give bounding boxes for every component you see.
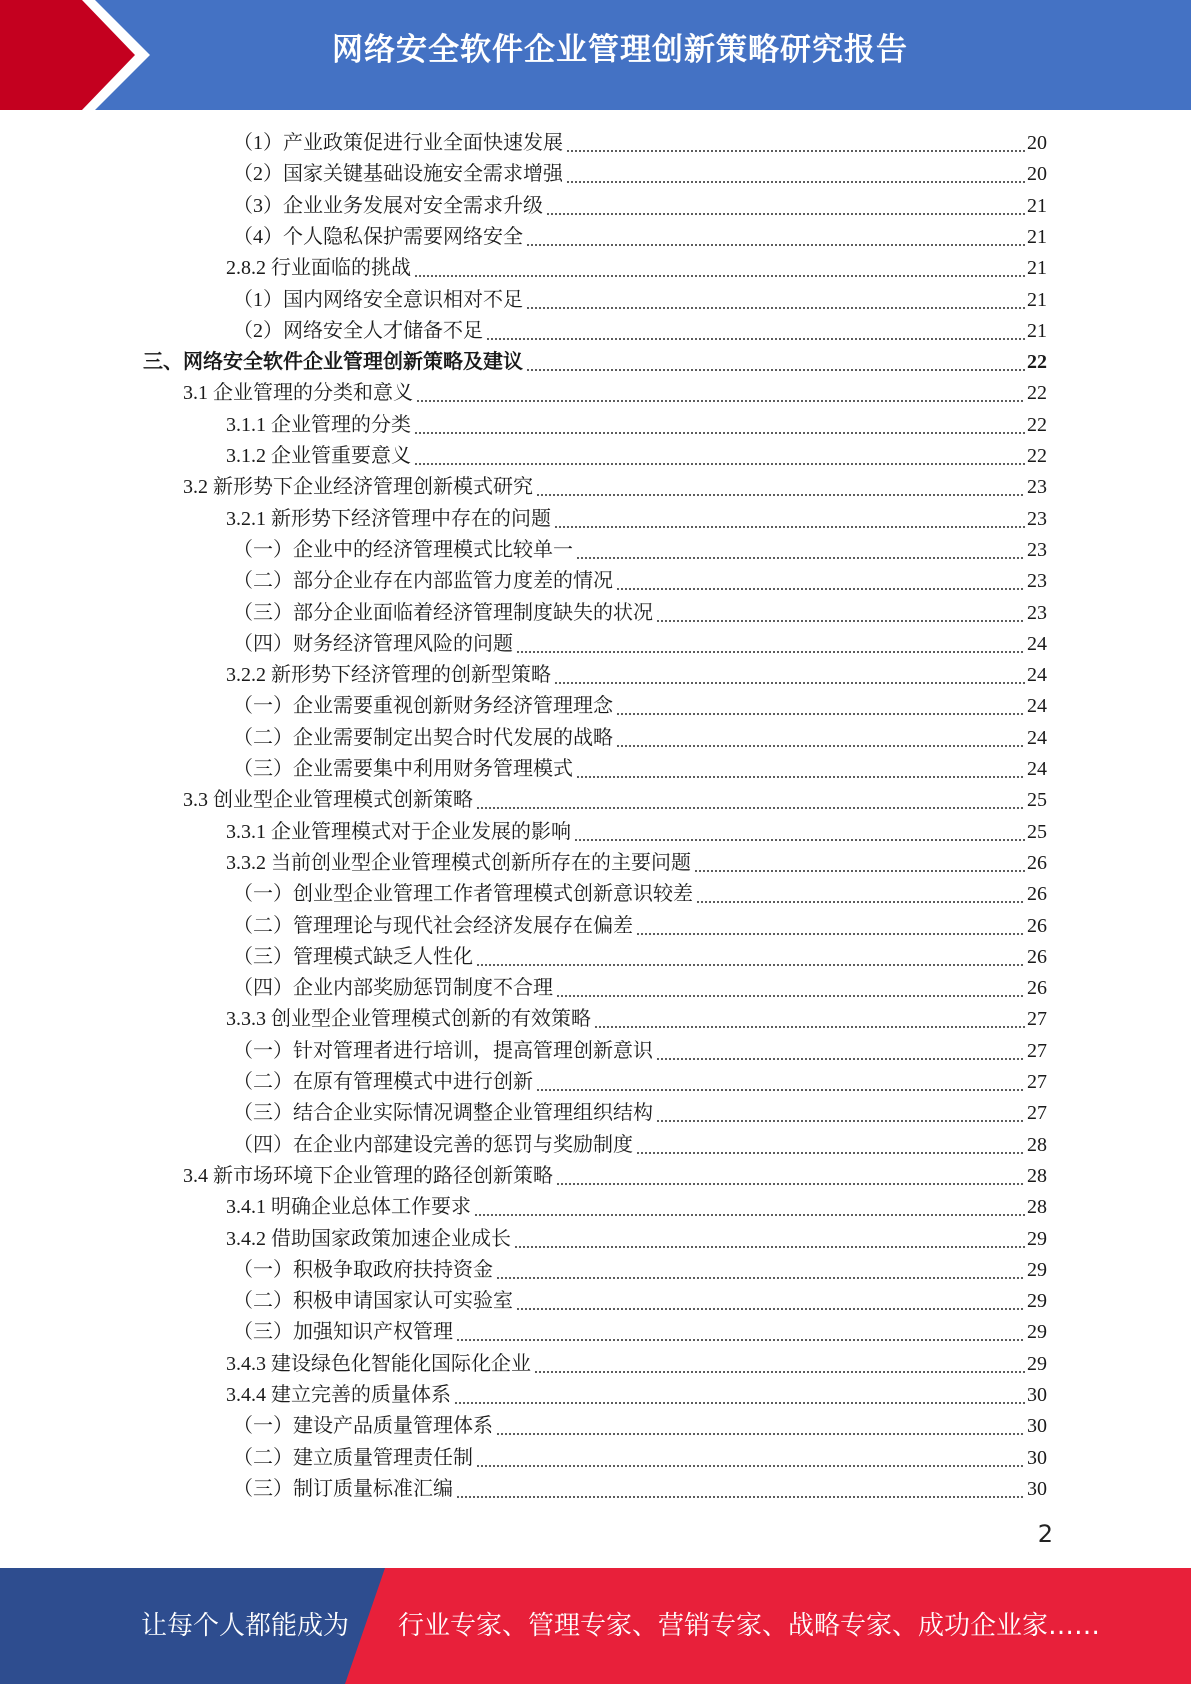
toc-entry[interactable] [233,1098,1047,1129]
toc-entry[interactable] [226,1004,1047,1035]
toc-dot-leader [576,776,1025,778]
toc-entry-title: 3.3 创业型企业管理模式创新策略 [183,789,473,811]
toc-dot-leader [414,432,1025,434]
toc-entry[interactable] [233,1443,1047,1474]
toc-dot-leader [594,1026,1025,1028]
toc-entry-page: 27 [1027,1102,1047,1124]
toc-entry[interactable] [233,911,1047,942]
toc-dot-leader [454,1402,1025,1404]
toc-entry-title: 3.3.2 当前创业型企业管理模式创新所存在的主要问题 [226,852,691,874]
toc-dot-leader [566,150,1025,152]
toc-entry-page: 23 [1027,570,1047,592]
toc-entry[interactable] [233,316,1047,347]
toc-entry-title: （一）针对管理者进行培训，提高管理创新意识 [233,1040,653,1062]
toc-entry-title: （二）在原有管理模式中进行创新 [233,1071,533,1093]
toc-entry[interactable] [233,285,1047,316]
toc-entry[interactable] [226,1349,1047,1380]
toc-entry-page: 30 [1027,1447,1047,1469]
footer-slogan-right: 行业专家、管理专家、营销专家、战略专家、成功企业家…… [398,1611,1101,1641]
toc-entry-page: 23 [1027,602,1047,624]
toc-entry[interactable] [233,1130,1047,1161]
toc-entry-title: 3.2.2 新形势下经济管理的创新型策略 [226,664,551,686]
toc-dot-leader [536,494,1025,496]
toc-entry-page: 24 [1027,695,1047,717]
toc-entry-page: 27 [1027,1071,1047,1093]
toc-entry[interactable] [233,1255,1047,1286]
toc-entry[interactable] [183,472,1047,503]
toc-dot-leader [416,400,1025,402]
toc-dot-leader [616,713,1025,715]
toc-entry-page: 26 [1027,946,1047,968]
toc-entry[interactable] [226,848,1047,879]
toc-dot-leader [556,1183,1025,1185]
report-title: 网络安全软件企业管理创新策略研究报告 [332,32,908,68]
toc-dot-leader [556,995,1025,997]
toc-entry-title: 3.4.4 建立完善的质量体系 [226,1384,451,1406]
toc-dot-leader [516,1308,1025,1310]
toc-entry-title: （一）积极争取政府扶持资金 [233,1259,493,1281]
toc-entry-title: 3.1.2 企业管重要意义 [226,445,411,467]
toc-entry-title: 3.1.1 企业管理的分类 [226,414,411,436]
toc-entry-title: （4）个人隐私保护需要网络安全 [233,226,523,248]
toc-dot-leader [636,933,1025,935]
toc-dot-leader [414,463,1025,465]
toc-entry-page: 21 [1027,226,1047,248]
toc-entry[interactable] [226,1380,1047,1411]
toc-entry[interactable] [233,1411,1047,1442]
toc-entry-page: 30 [1027,1384,1047,1406]
toc-entry[interactable] [233,1286,1047,1317]
toc-entry-title: 3.3.3 创业型企业管理模式创新的有效策略 [226,1008,591,1030]
toc-entry[interactable] [233,942,1047,973]
toc-dot-leader [546,213,1025,215]
toc-entry-page: 23 [1027,508,1047,530]
toc-entry[interactable] [233,1067,1047,1098]
toc-dot-leader [636,1152,1025,1154]
toc-dot-leader [414,275,1025,277]
toc-entry[interactable] [233,535,1047,566]
toc-entry[interactable] [226,410,1047,441]
toc-dot-leader [526,244,1025,246]
toc-entry-title: （三）制订质量标准汇编 [233,1478,453,1500]
red-arrow-shape [0,0,160,110]
toc-entry-title: （三）管理模式缺乏人性化 [233,946,473,968]
footer-banner [0,1568,1191,1684]
toc-entry-page: 25 [1027,821,1047,843]
toc-entry-page: 22 [1027,351,1047,373]
header-banner [0,0,1191,110]
toc-entry-page: 29 [1027,1353,1047,1375]
toc-entry-page: 24 [1027,633,1047,655]
toc-entry-page: 20 [1027,163,1047,185]
toc-dot-leader [554,526,1025,528]
toc-entry-title: （一）创业型企业管理工作者管理模式创新意识较差 [233,883,693,905]
toc-entry-title: 3.4.1 明确企业总体工作要求 [226,1196,471,1218]
toc-entry-title: 3.3.1 企业管理模式对于企业发展的影响 [226,821,571,843]
toc-entry-title: 3.1 企业管理的分类和意义 [183,382,413,404]
toc-entry-title: （二）企业需要制定出契合时代发展的战略 [233,727,613,749]
toc-entry-page: 28 [1027,1134,1047,1156]
toc-entry[interactable] [226,817,1047,848]
toc-entry-title: （二）管理理论与现代社会经济发展存在偏差 [233,915,633,937]
toc-entry[interactable] [226,504,1047,535]
toc-entry-title: 2.8.2 行业面临的挑战 [226,257,411,279]
toc-entry-title: （2）网络安全人才储备不足 [233,320,483,342]
toc-entry[interactable] [226,1224,1047,1255]
toc-entry-title: （二）部分企业存在内部监管力度差的情况 [233,570,613,592]
toc-entry-page: 21 [1027,320,1047,342]
toc-dot-leader [456,1496,1025,1498]
toc-entry-page: 26 [1027,915,1047,937]
toc-entry-title: （四）财务经济管理风险的问题 [233,633,513,655]
toc-entry-title: （一）企业需要重视创新财务经济管理理念 [233,695,613,717]
toc-entry-page: 22 [1027,382,1047,404]
toc-entry[interactable] [233,159,1047,190]
toc-entry-title: （一）企业中的经济管理模式比较单一 [233,539,573,561]
toc-entry[interactable] [233,879,1047,910]
toc-entry-title: 3.2 新形势下企业经济管理创新模式研究 [183,476,533,498]
toc-entry-page: 24 [1027,727,1047,749]
toc-dot-leader [656,620,1025,622]
toc-entry-title: （二）建立质量管理责任制 [233,1447,473,1469]
toc-dot-leader [474,1214,1025,1216]
toc-entry-page: 22 [1027,414,1047,436]
toc-entry[interactable] [226,660,1047,691]
toc-entry-page: 21 [1027,289,1047,311]
toc-dot-leader [616,745,1025,747]
toc-entry-page: 27 [1027,1008,1047,1030]
toc-entry[interactable] [226,253,1047,284]
toc-entry[interactable] [233,598,1047,629]
toc-entry[interactable] [233,128,1047,159]
toc-dot-leader [486,338,1025,340]
toc-entry-page: 26 [1027,852,1047,874]
toc-entry-page: 20 [1027,132,1047,154]
toc-entry-title: （四）企业内部奖励惩罚制度不合理 [233,977,553,999]
toc-entry[interactable] [183,1161,1047,1192]
toc-entry-title: 3.4 新市场环境下企业管理的路径创新策略 [183,1165,553,1187]
toc-entry-title: 3.4.2 借助国家政策加速企业成长 [226,1228,511,1250]
toc-dot-leader [456,1339,1025,1341]
footer-slogan-left: 让每个人都能成为 [141,1611,350,1641]
toc-dot-leader [694,870,1025,872]
toc-entry[interactable] [226,1192,1047,1223]
toc-entry[interactable] [233,1474,1047,1505]
toc-entry-page: 27 [1027,1040,1047,1062]
toc-dot-leader [576,557,1025,559]
toc-entry-title: 3.4.3 建设绿色化智能化国际化企业 [226,1353,531,1375]
toc-entry[interactable] [233,754,1047,785]
toc-dot-leader [496,1433,1025,1435]
toc-entry-title: 三、网络安全软件企业管理创新策略及建议 [143,351,523,373]
toc-dot-leader [656,1058,1025,1060]
toc-entry-page: 22 [1027,445,1047,467]
toc-entry-title: （三）企业需要集中利用财务管理模式 [233,758,573,780]
toc-entry-page: 29 [1027,1290,1047,1312]
toc-entry[interactable] [233,973,1047,1004]
toc-dot-leader [476,1465,1025,1467]
toc-dot-leader [574,839,1025,841]
toc-entry-title: （三）结合企业实际情况调整企业管理组织结构 [233,1102,653,1124]
toc-entry-page: 28 [1027,1165,1047,1187]
toc-entry-title: （3）企业业务发展对安全需求升级 [233,195,543,217]
toc-entry-page: 26 [1027,977,1047,999]
toc-dot-leader [476,964,1025,966]
toc-entry-title: 3.2.1 新形势下经济管理中存在的问题 [226,508,551,530]
toc-entry[interactable] [226,441,1047,472]
toc-entry[interactable] [233,691,1047,722]
toc-entry[interactable] [183,785,1047,816]
toc-entry-page: 28 [1027,1196,1047,1218]
toc-entry[interactable] [233,723,1047,754]
toc-entry-page: 21 [1027,257,1047,279]
toc-entry-title: （三）部分企业面临着经济管理制度缺失的状况 [233,602,653,624]
toc-entry-page: 29 [1027,1321,1047,1343]
toc-dot-leader [534,1371,1025,1373]
toc-entry[interactable] [233,566,1047,597]
toc-entry-page: 24 [1027,758,1047,780]
toc-dot-leader [476,807,1025,809]
toc-entry-title: （1）国内网络安全意识相对不足 [233,289,523,311]
toc-entry-title: （三）加强知识产权管理 [233,1321,453,1343]
toc-entry[interactable] [143,347,1047,378]
toc-dot-leader [656,1120,1025,1122]
toc-entry-page: 21 [1027,195,1047,217]
page-number: 2 [1037,1520,1053,1548]
toc-dot-leader [496,1277,1025,1279]
toc-dot-leader [526,369,1025,371]
toc-entry-title: （1）产业政策促进行业全面快速发展 [233,132,563,154]
toc-entry-page: 23 [1027,476,1047,498]
toc-dot-leader [536,1089,1025,1091]
toc-dot-leader [696,901,1025,903]
toc-entry[interactable] [183,378,1047,409]
toc-entry-title: （2）国家关键基础设施安全需求增强 [233,163,563,185]
toc-entry-title: （一）建设产品质量管理体系 [233,1415,493,1437]
toc-entry-title: （二）积极申请国家认可实验室 [233,1290,513,1312]
toc-dot-leader [516,651,1025,653]
toc-entry-page: 30 [1027,1478,1047,1500]
toc-dot-leader [616,588,1025,590]
toc-entry-title: （四）在企业内部建设完善的惩罚与奖励制度 [233,1134,633,1156]
toc-dot-leader [554,682,1025,684]
toc-entry[interactable] [233,191,1047,222]
toc-dot-leader [514,1246,1025,1248]
toc-entry-page: 29 [1027,1228,1047,1250]
toc-entry-page: 25 [1027,789,1047,811]
toc-entry-page: 29 [1027,1259,1047,1281]
toc-entry[interactable] [233,1317,1047,1348]
toc-entry[interactable] [233,222,1047,253]
toc-entry-page: 23 [1027,539,1047,561]
toc-dot-leader [566,181,1025,183]
toc-entry-page: 24 [1027,664,1047,686]
toc-entry[interactable] [233,1036,1047,1067]
toc-dot-leader [526,307,1025,309]
toc-entry[interactable] [233,629,1047,660]
toc-entry-page: 30 [1027,1415,1047,1437]
toc-entry-page: 26 [1027,883,1047,905]
